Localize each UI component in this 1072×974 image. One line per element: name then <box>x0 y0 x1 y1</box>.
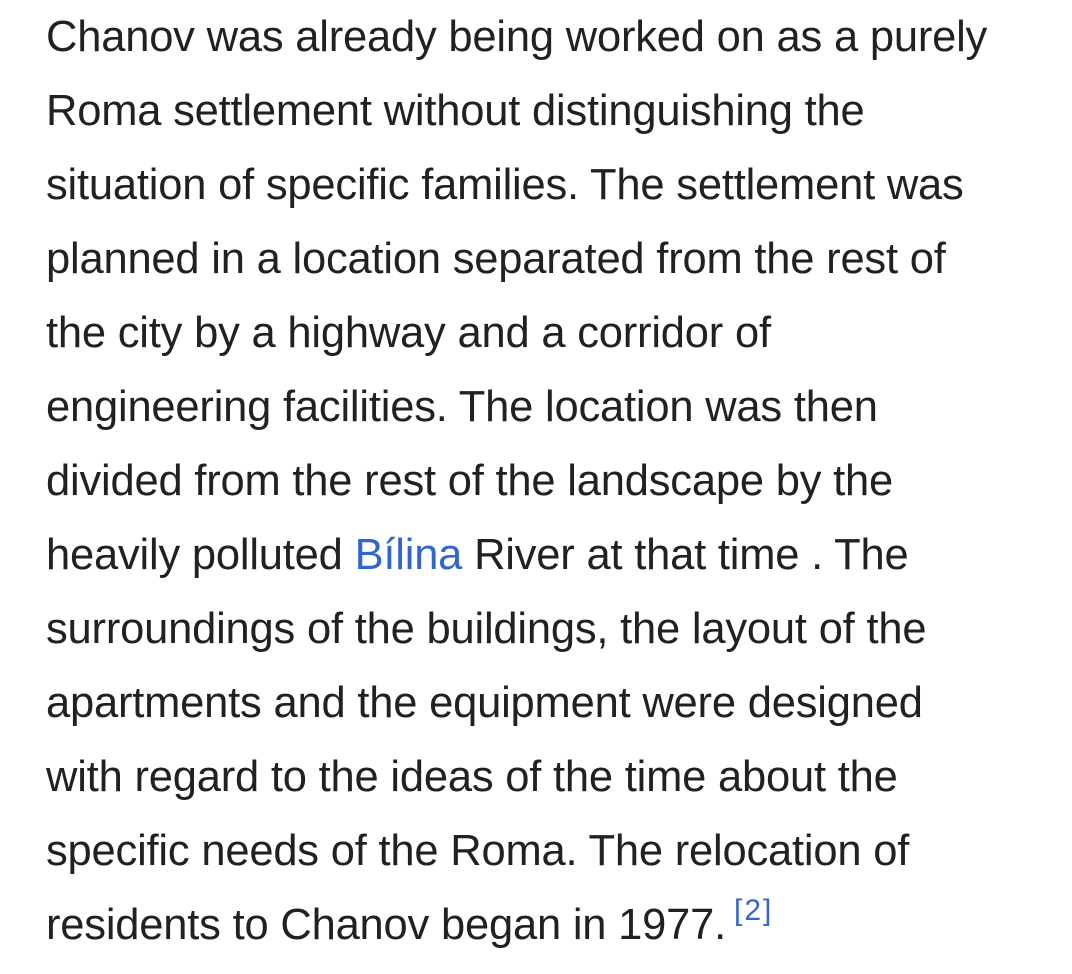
line-8-text-after-link: River at that time . The <box>462 531 909 579</box>
paragraph-line-5: the city by a highway and a corridor of <box>46 309 771 357</box>
paragraph-line-6: engineering facilities. The location was then <box>46 383 878 431</box>
paragraph-line-4: planned in a location separated from the rest of <box>46 235 946 283</box>
paragraph-line-9: surroundings of the buildings, the layout of the <box>46 605 927 653</box>
last-line-text: residents to Chanov began in 1977. <box>46 901 727 949</box>
reference-link[interactable]: [2] <box>734 893 774 927</box>
paragraph-line-8 <box>46 518 1046 592</box>
article-paragraph <box>46 0 1046 962</box>
bilina-river-link[interactable]: Bílina <box>354 531 463 579</box>
paragraph-line-1: Chanov was already being worked on as a purely <box>46 13 988 61</box>
paragraph-line-10: apartments and the equipment were designed <box>46 679 923 727</box>
paragraph-line-13 <box>46 888 1046 962</box>
paragraph-line-12: specific needs of the Roma. The relocation of <box>46 827 910 875</box>
paragraph-line-2: Roma settlement without distinguishing the <box>46 87 865 135</box>
paragraph-line-11: with regard to the ideas of the time about the <box>46 753 898 801</box>
paragraph-line-7: divided from the rest of the landscape by the <box>46 457 894 505</box>
line-8-text-before-link: heavily polluted <box>46 531 355 579</box>
paragraph-line-3: situation of specific families. The settlement was <box>46 161 964 209</box>
